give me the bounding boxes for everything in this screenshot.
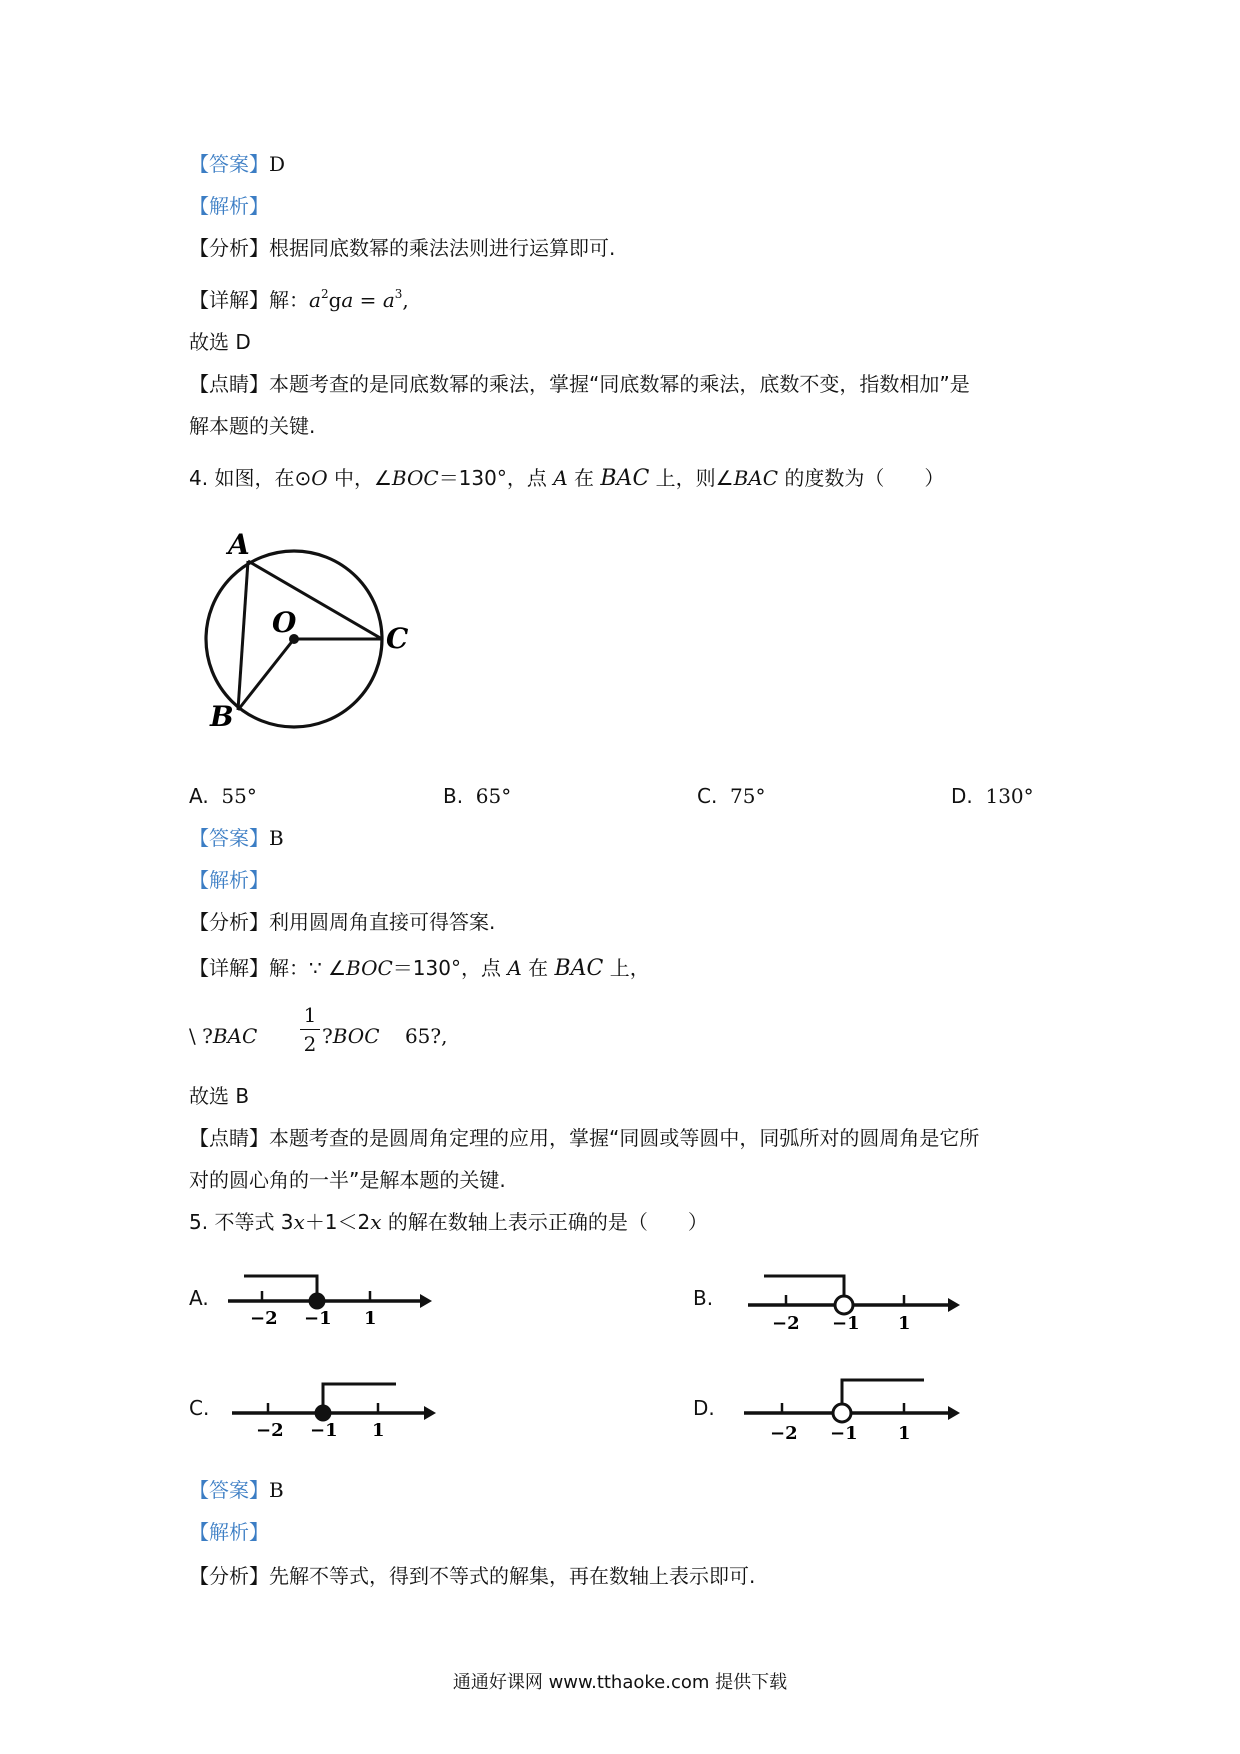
label-b: B <box>210 700 234 733</box>
q3-dianjing-line <box>189 370 970 398</box>
q4-option-b <box>443 784 511 808</box>
q3-choice: 故选 D <box>189 330 251 354</box>
detail-text: 解： <box>269 288 309 312</box>
number-line-d <box>740 1358 964 1444</box>
q5-analysis-line <box>189 1518 269 1546</box>
open-dot <box>835 1296 853 1314</box>
q5-option-b-letter: B. <box>693 1286 714 1310</box>
arrow-head <box>424 1406 436 1420</box>
formula-var: BAC <box>212 1024 258 1048</box>
q4-var: BOC <box>391 466 439 490</box>
answer-tag: 【答案】 <box>189 152 269 176</box>
q4-fenxi-line <box>189 908 495 936</box>
tick-label: −2 <box>772 1313 800 1332</box>
q5-stem <box>189 1208 708 1236</box>
tick-label: −1 <box>310 1420 338 1440</box>
tick-label: 1 <box>898 1423 911 1444</box>
option-value: 75° <box>730 784 766 808</box>
detail-text: 在 <box>521 956 555 980</box>
option-value: 130° <box>985 784 1034 808</box>
detail-text: ＝130°，点 <box>392 956 508 980</box>
q4-answer-line <box>189 824 284 852</box>
q3-analysis-line <box>189 192 269 220</box>
q3-dianjing-line2: 解本题的关键. <box>189 414 316 438</box>
option-value: 55° <box>221 784 257 808</box>
fenxi-text: 先解不等式，得到不等式的解集，再在数轴上表示即可. <box>269 1564 756 1588</box>
label-a: A <box>228 528 250 561</box>
detail-text: 上， <box>603 956 650 980</box>
fenxi-tag: 【分析】 <box>189 910 269 934</box>
segment-ac <box>248 561 382 639</box>
fenxi-text: 根据同底数幂的乘法法则进行运算即可. <box>269 236 616 260</box>
q5-option-c-letter: C. <box>189 1396 210 1420</box>
dianjing-tag: 【点睛】 <box>189 372 269 396</box>
q4-choice: 故选 B <box>189 1084 250 1108</box>
tick-label: −1 <box>830 1423 858 1444</box>
formula-var: BOC <box>332 1024 380 1048</box>
q4-stem-part: 上，则∠ <box>649 466 734 490</box>
label-c: C <box>386 622 409 655</box>
solution-ray <box>323 1384 396 1413</box>
option-letter: A. <box>189 784 209 808</box>
number-line-c <box>228 1364 438 1440</box>
fraction-denominator: 2 <box>303 1032 317 1056</box>
q4-stem-part: ＝130°，点 <box>438 466 554 490</box>
dianjing-text: 本题考查的是同底数幂的乘法，掌握“同底数幂的乘法，底数不变，指数相加”是 <box>269 372 970 396</box>
detail-tag: 【详解】 <box>189 288 269 312</box>
analysis-tag: 【解析】 <box>189 1520 269 1544</box>
q4-stem-part: 在 <box>567 466 601 490</box>
q5-fenxi-line <box>189 1562 755 1590</box>
formula-dot: g <box>328 288 342 312</box>
q5-var: x <box>293 1210 305 1234</box>
q5-stem-part: 的解在数轴上表示正确的是（ ） <box>381 1210 708 1234</box>
solution-ray <box>764 1276 844 1297</box>
tick-label: 1 <box>898 1313 911 1332</box>
solution-ray <box>842 1380 924 1404</box>
tick-label: −2 <box>250 1308 278 1328</box>
detail-text: 解：∵ ∠ <box>269 956 347 980</box>
q4-option-a <box>189 784 257 808</box>
q5-option-a-letter: A. <box>189 1286 209 1310</box>
option-letter: D. <box>951 784 973 808</box>
detail-var: BOC <box>346 956 393 980</box>
q4-dianjing-line2: 对的圆心角的一半”是解本题的关键. <box>189 1168 506 1192</box>
fenxi-tag: 【分析】 <box>189 236 269 260</box>
q4-dianjing-line <box>189 1124 979 1152</box>
formula-exp: 2 <box>320 287 329 301</box>
open-dot <box>833 1404 851 1422</box>
tick-label: 1 <box>364 1308 377 1328</box>
arrow-head <box>420 1294 432 1308</box>
q3-answer-line <box>189 150 285 178</box>
segment-ob <box>238 639 294 710</box>
q4-stem-part: 4. 如图，在⊙ <box>189 466 312 490</box>
formula-end: , <box>402 288 409 312</box>
fraction-bar <box>300 1029 320 1030</box>
fenxi-tag: 【分析】 <box>189 1564 269 1588</box>
filled-dot <box>315 1405 332 1422</box>
answer-value: B <box>269 1478 284 1502</box>
detail-tag: 【详解】 <box>189 956 269 980</box>
q5-var: x <box>370 1210 382 1234</box>
answer-value: D <box>269 152 286 176</box>
fraction <box>300 1002 320 1057</box>
answer-tag: 【答案】 <box>189 1478 269 1502</box>
formula-part: 65?, <box>404 1024 448 1048</box>
formula-var: a <box>309 288 321 312</box>
tick-label: −2 <box>256 1420 284 1440</box>
formula-exp: 3 <box>394 287 403 301</box>
q4-arc: BAC <box>600 466 650 491</box>
label-o: O <box>272 606 297 639</box>
number-line-b <box>744 1252 964 1332</box>
dianjing-tag: 【点睛】 <box>189 1126 269 1150</box>
q4-option-c <box>697 784 766 808</box>
tick-label: −1 <box>832 1313 860 1332</box>
arrow-head <box>948 1298 960 1312</box>
q4-var: O <box>311 466 328 490</box>
number-line-a <box>224 1256 434 1328</box>
detail-var: A <box>507 956 522 980</box>
q4-formula-line <box>189 1022 257 1050</box>
tick-label: 1 <box>372 1420 385 1440</box>
formula-var: a <box>341 288 354 312</box>
tick-label: −2 <box>770 1423 798 1444</box>
q5-answer-line <box>189 1476 284 1504</box>
formula-part: ? <box>322 1024 333 1048</box>
q3-detail-line <box>189 280 409 314</box>
q4-formula-line-right <box>322 1022 447 1050</box>
q4-stem-part: 的度数为（ ） <box>778 466 945 490</box>
analysis-tag: 【解析】 <box>189 194 269 218</box>
q4-option-d <box>951 784 1034 808</box>
formula-part: \ ? <box>189 1024 213 1048</box>
tick-label: −1 <box>304 1308 332 1328</box>
segment-ab <box>238 561 248 710</box>
page-footer: 通通好课网 www.tthaoke.com 提供下载 <box>452 1672 788 1693</box>
detail-arc: BAC <box>554 956 604 981</box>
q4-stem-part: 中，∠ <box>327 466 392 490</box>
analysis-tag: 【解析】 <box>189 868 269 892</box>
circle-figure <box>190 518 420 748</box>
filled-dot <box>309 1293 326 1310</box>
q5-stem-part: ＋1＜2 <box>304 1210 371 1234</box>
q5-stem-part: 5. 不等式 3 <box>189 1210 294 1234</box>
q5-option-d-letter: D. <box>693 1396 715 1420</box>
arrow-head <box>948 1406 960 1420</box>
option-value: 65° <box>475 784 512 808</box>
formula-eq: = <box>353 288 383 312</box>
q3-fenxi-line <box>189 234 615 262</box>
formula-var: a <box>382 288 395 312</box>
fenxi-text: 利用圆周角直接可得答案. <box>269 910 496 934</box>
q4-stem <box>189 464 944 493</box>
solution-ray <box>244 1276 317 1301</box>
q4-var: A <box>553 466 568 490</box>
q4-analysis-line <box>189 866 269 894</box>
answer-tag: 【答案】 <box>189 826 269 850</box>
q4-detail-line <box>189 954 650 983</box>
answer-value: B <box>269 826 284 850</box>
q4-var: BAC <box>733 466 779 490</box>
option-letter: B. <box>443 784 464 808</box>
dianjing-text: 本题考查的是圆周角定理的应用，掌握“同圆或等圆中，同弧所对的圆周角是它所 <box>269 1126 980 1150</box>
fraction-numerator: 1 <box>303 1003 317 1027</box>
option-letter: C. <box>697 784 718 808</box>
